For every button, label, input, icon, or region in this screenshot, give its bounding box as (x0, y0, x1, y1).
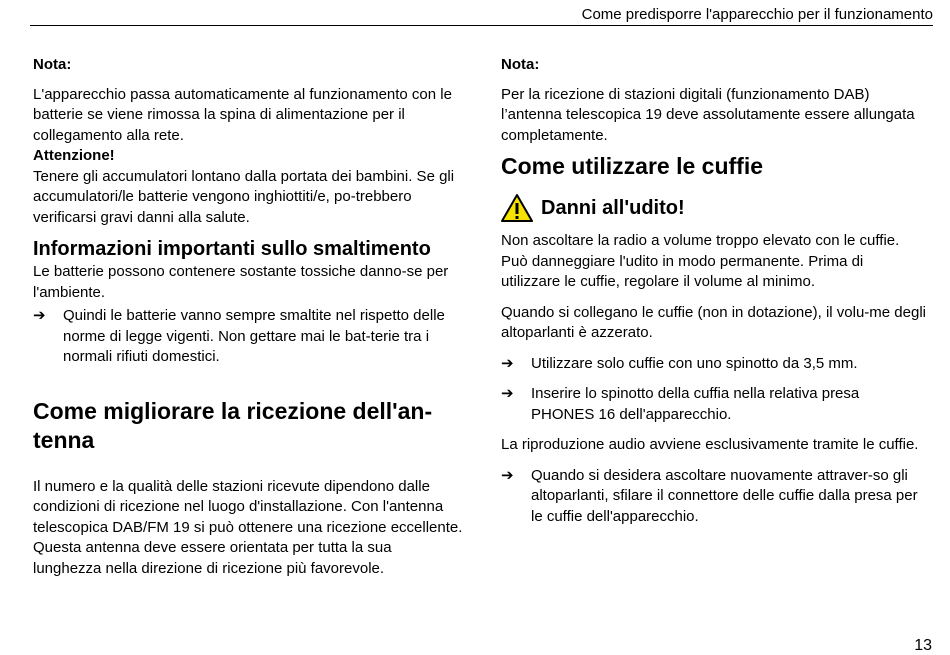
arrow-icon: ➔ (33, 307, 46, 324)
ricezione-text: Il numero e la qualità delle stazioni ricevute dipendono dalle condizioni di ricezione nel luogo d'installazione. Con l'antenna telescopica DAB/FM 19 si può ottenere una ricezione eccellente. Questa antenna deve essere orientata per tutta la sua lunghezza nella direzione di ricezione più favorevole. (33, 477, 463, 577)
bullet-3-text: Quando si desidera ascoltare nuovamente attraver-so gli altoparlanti, sfilare il connettore delle cuffie dalla presa per le cuffie dell'apparecchio. (531, 466, 918, 525)
smaltimento-bullet-text: Quindi le batterie vanno sempre smaltite nel rispetto delle norme di legge vigenti. Non gettare mai le bat-terie tra i normali rifiuti domestici. (63, 307, 445, 365)
attenzione-label: Attenzione! (33, 147, 115, 164)
arrow-icon: ➔ (501, 354, 514, 372)
nota-label-right: Nota: (501, 56, 540, 73)
smaltimento-bullet (33, 306, 463, 368)
warning-heading: Danni all'udito! (541, 197, 685, 219)
smaltimento-heading: Informazioni importanti sullo smaltimento (33, 238, 431, 260)
page-number: 13 (914, 637, 932, 654)
bullet-item-1 (501, 354, 926, 375)
cuffie-heading: Come utilizzare le cuffie (501, 153, 764, 179)
right-column (501, 55, 926, 527)
left-column (33, 55, 463, 579)
attenzione-text: Tenere gli accumulatori lontano dalla portata dei bambini. Se gli accumulatori/le batterie vengono inghiottiti/e, po-trebbero verificarsi gravi danni alla salute. (33, 167, 455, 226)
warning-icon (501, 193, 533, 223)
nota-label: Nota: (33, 56, 72, 73)
bullet-1-text: Utilizzare solo cuffie con uno spinotto da 3,5 mm. (531, 354, 858, 372)
warning-heading-row (501, 193, 926, 223)
collegano-text: Quando si collegano le cuffie (non in dotazione), il volu-me degli altoparlanti è azzerato. (501, 303, 926, 341)
arrow-icon: ➔ (501, 466, 514, 484)
ricezione-heading: Come migliorare la ricezione dell'an-tenna (33, 397, 433, 453)
nota-text: L'apparecchio passa automaticamente al funzionamento con le batterie se viene rimossa la spina di alimentazione per il collegamento alla rete. (33, 85, 452, 144)
arrow-icon: ➔ (501, 385, 514, 402)
bullet-item-3 (501, 466, 926, 528)
riproduzione-text: La riproduzione audio avviene esclusivamente tramite le cuffie. (501, 436, 919, 453)
header-title: Come predisporre l'apparecchio per il funzionamento (581, 6, 933, 23)
running-header (30, 5, 933, 26)
bullet-item-2 (501, 384, 926, 425)
bullet-2-text: Inserire lo spinotto della cuffia nella relativa presa PHONES 16 dell'apparecchio. (531, 385, 860, 423)
warning-text: Non ascoltare la radio a volume troppo elevato con le cuffie. Può danneggiare l'udito in modo permanente. Prima di utilizzare le cuffie, regolare il volume al minimo. (501, 232, 900, 290)
nota-text-right: Per la ricezione di stazioni digitali (funzionamento DAB) l’antenna telescopica 19 deve assolutamente essere allungata completamente. (501, 85, 915, 144)
smaltimento-text: Le batterie possono contenere sostante tossiche danno-se per l'ambiente. (33, 263, 449, 301)
